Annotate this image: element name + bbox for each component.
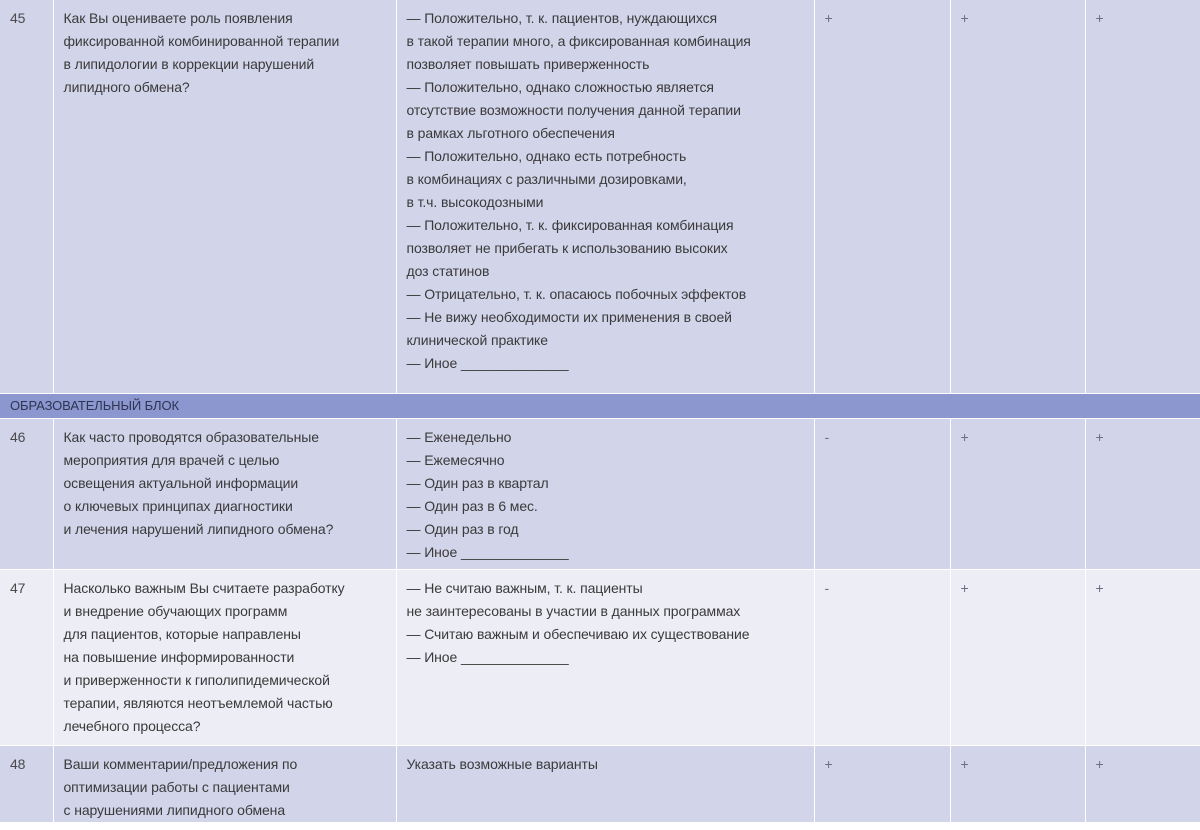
question-text: Ваши комментарии/предложения по оптимизации работы с пациентами с нарушениями липидного обмена: [53, 746, 396, 823]
table-row: [0, 0, 1200, 394]
mark-cell-2: +: [950, 419, 1085, 570]
table-row: [0, 419, 1200, 570]
mark-cell-2: +: [950, 570, 1085, 746]
answer-options: Указать возможные варианты: [396, 746, 814, 823]
answer-options: — Еженедельно — Ежемесячно — Один раз в квартал — Один раз в 6 мес. — Один раз в год — Иное ______________: [396, 419, 814, 570]
answer-options: — Не считаю важным, т. к. пациенты не заинтересованы в участии в данных программах — Считаю важным и обеспечиваю их существование — Иное ______________: [396, 570, 814, 746]
question-text: Как часто проводятся образовательные мероприятия для врачей с целью освещения актуальной информации о ключевых принципах диагностики и лечения нарушений липидного обмена?: [53, 419, 396, 570]
answer-options: — Положительно, т. к. пациентов, нуждающихся в такой терапии много, а фиксированная комбинация позволяет повышать приверженность — Положительно, однако сложностью является отсутствие возможности получения данной терапии в рамках льготного обеспечения — Положительно, однако есть потребность в комбинациях с различными дозировками, в т.ч. высокодозными — Положительно, т. к. фиксированная комбинация позволяет не прибегать к использованию высоких доз статинов — Отрицательно, т. к. опасаюсь побочных эффектов — Не вижу необходимости их применения в своей клинической практике — Иное ______________: [396, 0, 814, 394]
mark-cell-3: +: [1085, 746, 1200, 823]
mark-cell-3: +: [1085, 570, 1200, 746]
mark-cell-1: -: [814, 570, 950, 746]
mark-cell-3: +: [1085, 419, 1200, 570]
section-title: ОБРАЗОВАТЕЛЬНЫЙ БЛОК: [0, 394, 1200, 419]
mark-cell-3: +: [1085, 0, 1200, 394]
question-number: 45: [0, 0, 53, 394]
mark-cell-2: +: [950, 0, 1085, 394]
question-text: Насколько важным Вы считаете разработку и внедрение обучающих программ для пациентов, которые направлены на повышение информированности и приверженности к гиполипидемической терапии, являются неотъемлемой частью лечебного процесса?: [53, 570, 396, 746]
question-text: Как Вы оцениваете роль появления фиксированной комбинированной терапии в липидологии в коррекции нарушений липидного обмена?: [53, 0, 396, 394]
question-number: 48: [0, 746, 53, 823]
table-row: [0, 746, 1200, 823]
table-row: [0, 570, 1200, 746]
question-number: 47: [0, 570, 53, 746]
mark-cell-1: -: [814, 419, 950, 570]
mark-cell-1: +: [814, 0, 950, 394]
mark-cell-1: +: [814, 746, 950, 823]
mark-cell-2: +: [950, 746, 1085, 823]
question-number: 46: [0, 419, 53, 570]
section-header-row: [0, 394, 1200, 419]
